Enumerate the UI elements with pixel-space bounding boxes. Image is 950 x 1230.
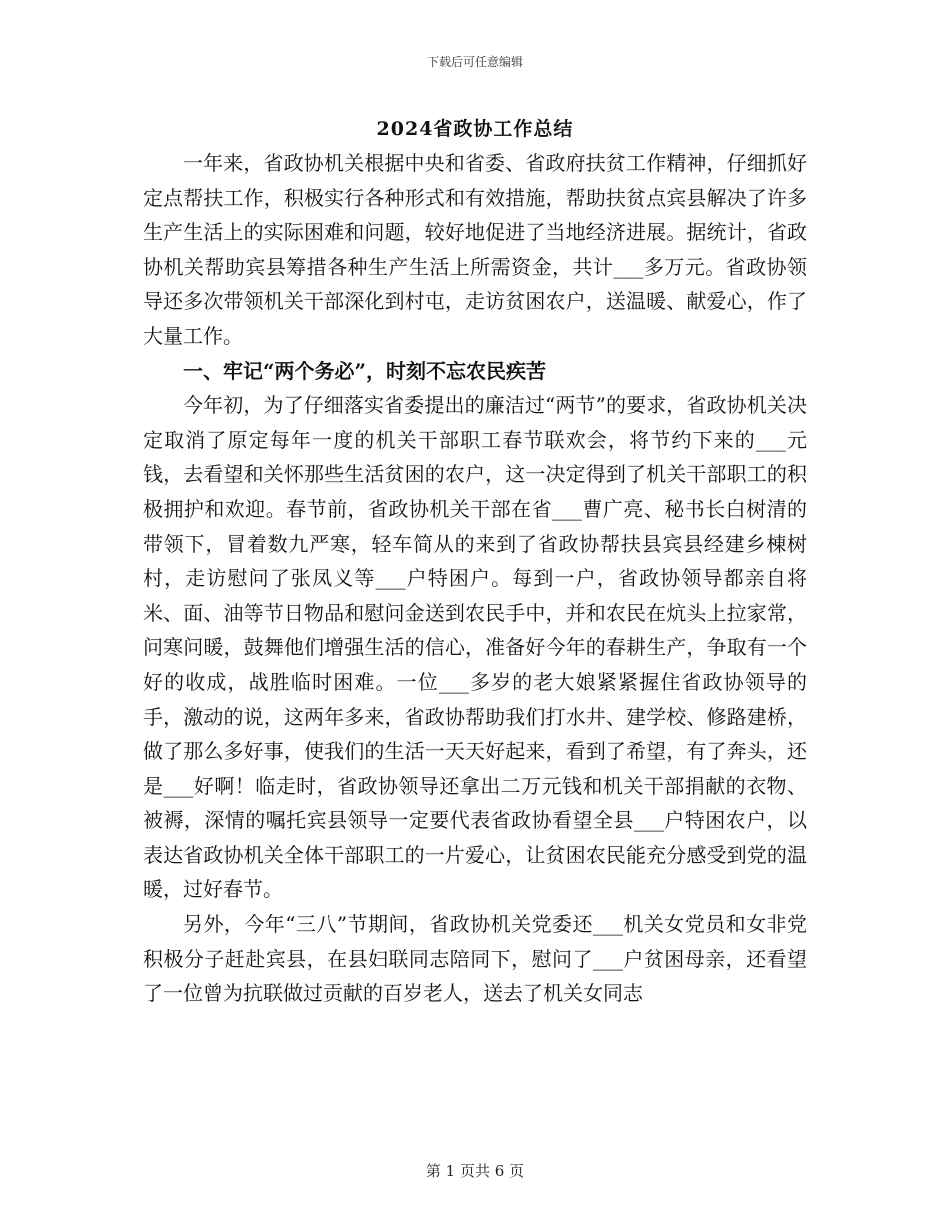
page-header-note: 下载后可任意编辑	[426, 55, 523, 69]
intro-paragraph: 一年来，省政协机关根据中央和省委、省政府扶贫工作精神，仔细抓好定点帮扶工作，积极实行各种形式和有效措施，帮助扶贫点宾县解决了许多生产生活上的实际困难和问题，较好地促进了当地经济进展。据统计，省政协机关帮助宾县筹措各种生产生活上所需资金，共计___多万元。省政协领导还多次带领机关干部深化到村屯，走访贫困农户，送温暖、献爱心，作了大量工作。	[143, 151, 807, 348]
document-body	[143, 146, 807, 1011]
page-footer-number: 第 1 页共 6 页	[425, 1162, 525, 1180]
section1-paragraph-1: 今年初，为了仔细落实省委提出的廉洁过“两节”的要求，省政协机关决定取消了原定每年一度的机关干部职工春节联欢会，将节约下来的___元钱，去看望和关怀那些生活贫困的农户，这一决定得到了机关干部职工的积极拥护和欢迎。春节前，省政协机关干部在省___曹广亮、秘书长白树清的带领下，冒着数九严寒，轻车简从的来到了省政协帮扶县宾县经建乡棟树村，走访慰问了张凤义等___户特困户。每到一户，省政协领导都亲自将米、面、油等节日物品和慰问金送到农民手中，并和农民在炕头上拉家常，问寒问暖，鼓舞他们增强生活的信心，准备好今年的春耕生产，争取有一个好的收成，战胜临时困难。一位___多岁的老大娘紧紧握住省政协领导的手，激动的说，这两年多来，省政协帮助我们打水井、建学校、修路建桥，做了那么多好事，使我们的生活一天天好起来，看到了希望，有了奔头，还是___好啊！临走时，省政协领导还拿出二万元钱和机关干部捐献的衣物、被褥，深情的嘱托宾县领导一定要代表省政协看望全县___户特困农户，以表达省政协机关全体干部职工的一片爱心，让贫困农民能充分感受到党的温暖，过好春节。	[143, 393, 807, 902]
document-title: 2024省政协工作总结	[376, 118, 574, 140]
section-heading-1: 一、牢记“两个务必”，时刻不忘农民疾苦	[183, 358, 547, 383]
section1-paragraph-2: 另外，今年“三八”节期间，省政协机关党委还___机关女党员和女非党积极分子赶赴宾县，在县妇联同志陪同下，慰问了___户贫困母亲，还看望了一位曾为抗联做过贡献的百岁老人，送去了机关女同志	[143, 912, 807, 1006]
